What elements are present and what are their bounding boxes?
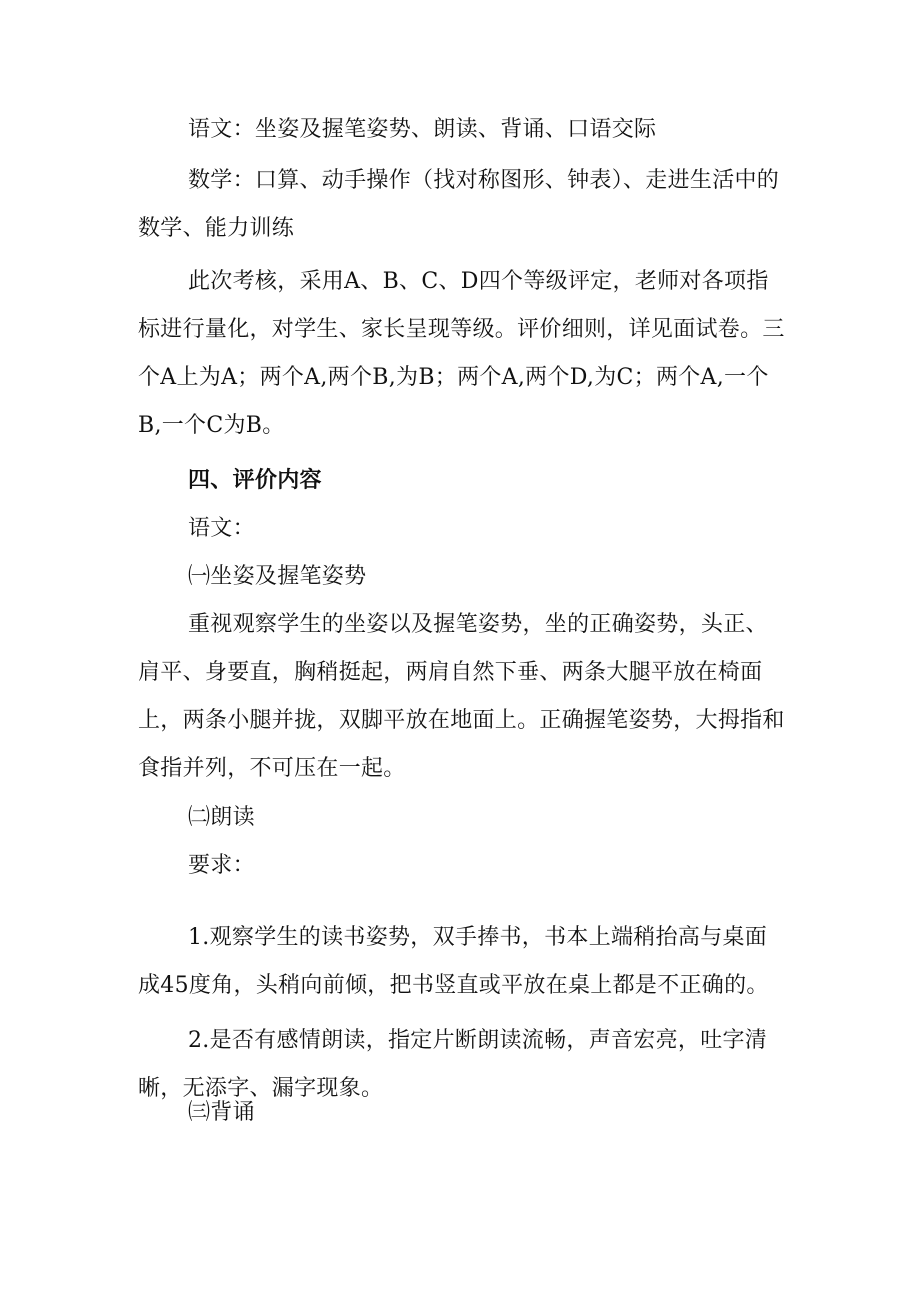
section-heading-evaluation-content: 四、评价内容	[188, 468, 322, 493]
requirements-label: 要求：	[188, 853, 255, 878]
requirement-item-1: 1.观察学生的读书姿势，双手捧书，书本上端稍抬高与桌面成45度角，头稍向前倾，把书竖直或平放在桌上都是不正确的。	[138, 925, 769, 998]
math-subject-items: 数学：口算、动手操作（找对称图形、钟表）、走进生活中的数学、能力训练	[138, 168, 780, 241]
requirement-item-2: 2.是否有感情朗读，指定片断朗读流畅，声音宏亮，吐字清晰，无添字、漏字现象。	[138, 1028, 768, 1101]
subheading-posture: ㈠坐姿及握笔姿势	[188, 564, 367, 589]
subheading-reading-aloud: ㈡朗读	[188, 805, 255, 830]
assessment-grading-paragraph: 此次考核，采用A、B、C、D四个等级评定，老师对各项指标进行量化，对学生、家长呈现等级。评价细则，详见面试卷。三个A上为A；两个A,两个B,为B；两个A,两个D,为C；两个A,一个B,一个C为B。	[138, 269, 785, 438]
chinese-subject-items: 语文：坐姿及握笔姿势、朗读、背诵、口语交际	[188, 117, 657, 142]
posture-paragraph: 重视观察学生的坐姿以及握笔姿势，坐的正确姿势，头正、肩平、身要直，胸稍挺起，两肩自然下垂、两条大腿平放在椅面上，两条小腿并拢，双脚平放在地面上。正确握笔姿势，大拇指和食指并列，不可压在一起。	[138, 612, 785, 781]
subheading-recitation: ㈢背诵	[188, 1100, 255, 1125]
chinese-label: 语文：	[188, 516, 255, 541]
